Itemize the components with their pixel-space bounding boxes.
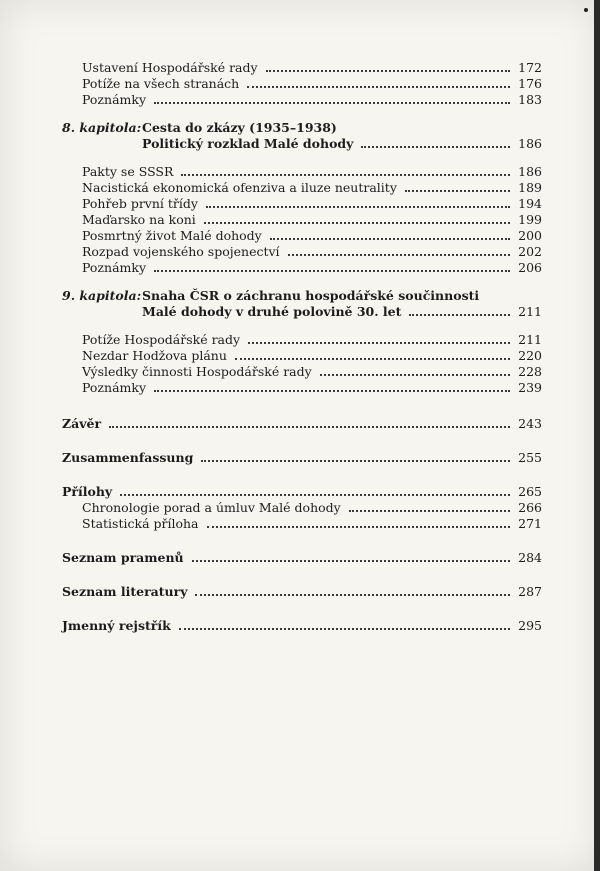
toc-section-zusammenfassung — [62, 450, 542, 466]
chapter-label: 9. kapitola: — [62, 288, 142, 303]
chapter-subtitle: Politický rozklad Malé dohody — [142, 136, 354, 151]
toc-entry-title: Statistická příloha — [82, 516, 199, 531]
dot-leader — [154, 270, 510, 272]
toc-entry — [62, 516, 542, 532]
section-title: Seznam literatury — [62, 584, 188, 599]
toc-section-prilohy — [62, 484, 542, 500]
toc-entry-title: Poznámky — [82, 260, 147, 275]
toc-section-zaver — [62, 416, 542, 432]
dot-leader — [361, 146, 510, 148]
toc-entry — [62, 364, 542, 380]
toc-entry-page: 239 — [518, 380, 542, 395]
section-title: Seznam pramenů — [62, 550, 184, 565]
toc-entry-page: 172 — [518, 60, 542, 75]
section-title: Závěr — [62, 416, 102, 431]
dot-leader — [247, 86, 510, 88]
toc-entry-title: Potíže na všech stranách — [82, 76, 240, 91]
toc-entry-page: 206 — [518, 260, 542, 275]
toc-entry-title: Pakty se SSSR — [82, 164, 174, 179]
chapter-8-heading — [62, 120, 542, 136]
toc-entry-title: Ustavení Hospodářské rady — [82, 60, 258, 75]
section-page: 295 — [518, 618, 542, 633]
dot-leader — [201, 460, 510, 462]
dot-leader — [235, 358, 510, 360]
toc-entry-title: Rozpad vojenského spojenectví — [82, 244, 280, 259]
toc-entry — [62, 348, 542, 364]
toc-entry-page: 189 — [518, 180, 542, 195]
chapter-label: 8. kapitola: — [62, 120, 142, 135]
dot-leader — [181, 174, 510, 176]
toc-entry — [62, 260, 542, 276]
toc-section-jmenny-rejstrik — [62, 618, 542, 634]
section-page: 265 — [518, 484, 542, 499]
toc-entry-page: 211 — [518, 332, 542, 347]
section-title: Zusammenfassung — [62, 450, 194, 465]
toc-entry — [62, 244, 542, 260]
toc-entry — [62, 180, 542, 196]
toc-entry-title: Posmrtný život Malé dohody — [82, 228, 262, 243]
toc-entry-page: 200 — [518, 228, 542, 243]
toc-entry — [62, 228, 542, 244]
corner-mark — [584, 8, 588, 12]
toc-entry — [62, 196, 542, 212]
toc-entry-page: 228 — [518, 364, 542, 379]
toc-entry-title: Nacistická ekonomická ofenziva a iluze neutrality — [82, 180, 397, 195]
dot-leader — [266, 70, 510, 72]
toc-entry-title: Maďarsko na koni — [82, 212, 196, 227]
section-page: 243 — [518, 416, 542, 431]
chapter-9-title-line — [62, 304, 542, 320]
toc-entry — [62, 164, 542, 180]
toc-entry — [62, 76, 542, 92]
dot-leader — [320, 374, 510, 376]
toc-entry — [62, 380, 542, 396]
chapter-8-title-line — [62, 136, 542, 152]
toc-entry-page: 220 — [518, 348, 542, 363]
section-title: Jmenný rejstřík — [62, 618, 171, 633]
dot-leader — [154, 102, 510, 104]
toc-section-seznam-pramenu — [62, 550, 542, 566]
toc-entry-page: 271 — [518, 516, 542, 531]
toc-entry-title: Potíže Hospodářské rady — [82, 332, 241, 347]
dot-leader — [270, 238, 510, 240]
toc-entry-title: Chronologie porad a úmluv Malé dohody — [82, 500, 341, 515]
toc-entry-title: Poznámky — [82, 92, 147, 107]
toc-entry-title: Výsledky činnosti Hospodářské rady — [82, 364, 312, 379]
chapter-page: 211 — [518, 304, 542, 319]
toc-entry-page: 199 — [518, 212, 542, 227]
section-page: 284 — [518, 550, 542, 565]
page-edge-shadow — [594, 0, 600, 871]
section-title: Přílohy — [62, 484, 113, 499]
dot-leader — [195, 594, 510, 596]
dot-leader — [405, 190, 510, 192]
chapter-title: Snaha ČSR o záchranu hospodářské součinnosti — [142, 288, 480, 303]
toc-entry-title: Nezdar Hodžova plánu — [82, 348, 227, 363]
dot-leader — [120, 494, 510, 496]
toc-entry — [62, 500, 542, 516]
dot-leader — [288, 254, 510, 256]
toc-entry-page: 186 — [518, 164, 542, 179]
dot-leader — [154, 390, 510, 392]
toc-entry — [62, 92, 542, 108]
table-of-contents — [62, 60, 542, 634]
section-page: 255 — [518, 450, 542, 465]
chapter-9-heading — [62, 288, 542, 304]
dot-leader — [206, 206, 510, 208]
toc-entry-title: Pohřeb první třídy — [82, 196, 198, 211]
chapter-subtitle: Malé dohody v druhé polovině 30. let — [142, 304, 402, 319]
dot-leader — [109, 426, 510, 428]
toc-entry-page: 176 — [518, 76, 542, 91]
toc-entry-page: 183 — [518, 92, 542, 107]
chapter-page: 186 — [518, 136, 542, 151]
chapter-title: Cesta do zkázy (1935–1938) — [142, 120, 337, 135]
dot-leader — [349, 510, 510, 512]
dot-leader — [248, 342, 510, 344]
dot-leader — [409, 314, 510, 316]
toc-entry — [62, 212, 542, 228]
section-page: 287 — [518, 584, 542, 599]
toc-entry-title: Poznámky — [82, 380, 147, 395]
dot-leader — [204, 222, 510, 224]
dot-leader — [207, 526, 511, 528]
dot-leader — [179, 628, 510, 630]
toc-entry — [62, 332, 542, 348]
toc-section-seznam-literatury — [62, 584, 542, 600]
toc-entry — [62, 60, 542, 76]
toc-entry-page: 194 — [518, 196, 542, 211]
dot-leader — [192, 560, 510, 562]
toc-entry-page: 202 — [518, 244, 542, 259]
toc-entry-page: 266 — [518, 500, 542, 515]
